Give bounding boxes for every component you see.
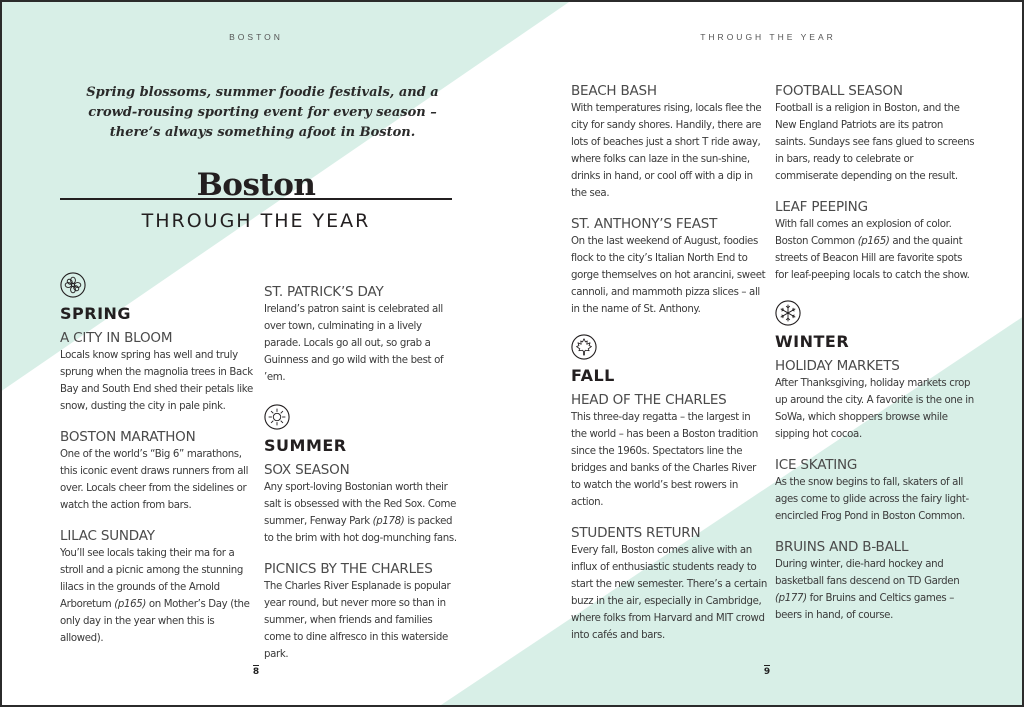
entry-body: Ireland’s patron saint is celebrated all over town, culminating in a lively parade. Locals go all out, so grab a Guinness and go wild with the best of ’em.	[264, 304, 444, 383]
season-title-summer: SUMMER	[264, 436, 347, 455]
entry-title: HOLIDAY MARKETS	[775, 358, 900, 374]
body-text: You’ll see locals taking their ma for a stroll and a picnic among the stunning lilacs in the grounds of the Arnold Arboretum	[60, 548, 243, 610]
title-block	[60, 167, 452, 232]
entry-title: ST. PATRICK’S DAY	[264, 284, 384, 300]
running-head-left: BOSTON	[229, 32, 283, 42]
entry-picnics-by-the-charles	[264, 561, 459, 663]
entry-body: Every fall, Boston comes alive with an influx of enthusiastic students ready to start the new semester. There’s a certain buzz in the air, especially in Cambridge, where folks from Harvard and MIT crowd into cafés and bars.	[571, 545, 767, 641]
entry-st-anthonys-feast	[571, 216, 767, 318]
body-text: is packed to the brim with hot dog-munching fans.	[264, 516, 457, 544]
entry-title: SOX SEASON	[264, 462, 350, 478]
entry-title: FOOTBALL SEASON	[775, 83, 903, 99]
entry-title: BRUINS AND B-BALL	[775, 539, 909, 555]
body-text: With fall comes an explosion of color. Boston Common	[775, 219, 952, 247]
entry-body: After Thanksgiving, holiday markets crop up around the city. A favorite is the one in SoWa, which shoppers browse while sipping hot cocoa.	[775, 378, 974, 440]
page-number-left: 8	[246, 665, 266, 677]
entry-lilac-sunday	[60, 528, 255, 647]
entry-holiday-markets	[775, 358, 975, 443]
season-title-fall: FALL	[571, 366, 615, 385]
entry-body: One of the world’s “Big 6” marathons, this iconic event draws runners from all over. Locals cheer from the sidelines or watch the action from bars.	[60, 449, 249, 511]
entry-title: A CITY IN BLOOM	[60, 330, 173, 346]
body-text: During winter, die-hard hockey and basketball fans descend on TD Garden	[775, 559, 960, 587]
flower-icon	[60, 272, 86, 298]
intro-text: Spring blossoms, summer foodie festivals, and a crowd-rousing sporting event for every season – there’s always something afoot in Boston.	[86, 85, 439, 140]
entry-title: LILAC SUNDAY	[60, 528, 155, 544]
entry-body: As the snow begins to fall, skaters of all ages come to glide across the fairy light-encircled Frog Pond in Boston Common.	[775, 477, 969, 522]
entry-title: LEAF PEEPING	[775, 199, 868, 215]
right-page	[512, 0, 1024, 707]
page-subtitle: THROUGH THE YEAR	[141, 210, 371, 232]
snowflake-icon	[775, 300, 801, 326]
body-text: Any sport-loving Bostonian worth their salt is obsessed with the Red Sox. Come summer, Fenway Park	[264, 482, 457, 527]
body-text: and the quaint streets of Beacon Hill are favorite spots for leaf-peeping locals to catch the show.	[775, 236, 970, 281]
entry-body	[775, 216, 975, 284]
entry-body	[60, 545, 255, 647]
running-head-right: THROUGH THE YEAR	[700, 32, 836, 42]
page-reference: (p177)	[775, 593, 807, 604]
entry-body: With temperatures rising, locals flee the city for sandy shores. Handily, there are lots of beaches just a short T ride away, where folks can laze in the sun-shine, drinks in hand, or cool off with a dip in the sea.	[571, 103, 762, 199]
entry-ice-skating	[775, 457, 975, 525]
entry-title: HEAD OF THE CHARLES	[571, 392, 727, 408]
entry-body	[775, 556, 975, 624]
page-reference: (p178)	[372, 516, 405, 527]
entry-students-return	[571, 525, 767, 644]
entry-title: ST. ANTHONY’S FEAST	[571, 216, 718, 232]
page-reference: (p165)	[857, 236, 890, 247]
entry-head-of-the-charles	[571, 392, 767, 511]
entry-title: ICE SKATING	[775, 457, 858, 473]
sun-icon	[264, 404, 290, 430]
maple-leaf-icon	[571, 334, 597, 360]
spring-column	[60, 272, 255, 661]
entry-city-in-bloom	[60, 330, 255, 415]
summer-column	[264, 284, 459, 677]
season-title-spring: SPRING	[60, 304, 132, 323]
entry-body: On the last weekend of August, foodies flock to the city’s Italian North End to gorge themselves on hot arancini, sweet cannoli, and mammoth pizza slices – all in the name of St. Anthony.	[571, 236, 766, 315]
entry-bruins-and-b-ball	[775, 539, 975, 624]
entry-body: The Charles River Esplanade is popular year round, but never more so than in summer, when friends and families come to dine alfresco in this waterside park.	[264, 581, 451, 660]
page-number-right: 9	[757, 665, 777, 677]
body-text: on Mother’s Day (the only day in the year when this is allowed).	[60, 599, 250, 644]
entry-leaf-peeping	[775, 199, 975, 284]
entry-sox-season	[264, 462, 459, 547]
fall-winter-column	[775, 83, 975, 638]
entry-st-patricks-day	[264, 284, 459, 386]
body-text: for Bruins and Celtics games – beers in hand, of course.	[775, 593, 954, 621]
entry-body: Locals know spring has well and truly sprung when the magnolia trees in Back Bay and South End shed their petals like snow, dusting the city in pale pink.	[60, 350, 253, 412]
entry-title: STUDENTS RETURN	[571, 525, 701, 541]
entry-body: This three-day regatta – the largest in the world – has been a Boston tradition since the 1960s. Spectators line the bridges and banks of the Charles River to watch the world’s best rowers in action.	[571, 412, 759, 508]
page-title: Boston	[196, 167, 316, 203]
entry-football-season	[775, 83, 975, 185]
entry-beach-bash	[571, 83, 767, 202]
entry-boston-marathon	[60, 429, 255, 514]
season-title-winter: WINTER	[775, 332, 850, 351]
page-reference: (p165)	[114, 599, 146, 610]
entry-title: BOSTON MARATHON	[60, 429, 196, 445]
entry-title: PICNICS BY THE CHARLES	[264, 561, 433, 577]
entry-body	[264, 479, 459, 547]
summer-fall-column	[571, 83, 767, 658]
entry-title: BEACH BASH	[571, 83, 657, 99]
entry-body: Football is a religion in Boston, and the New England Patriots are its patron saints. Sundays see fans glued to screens in bars, ready to celebrate or commiserate depending on the result.	[775, 103, 975, 182]
